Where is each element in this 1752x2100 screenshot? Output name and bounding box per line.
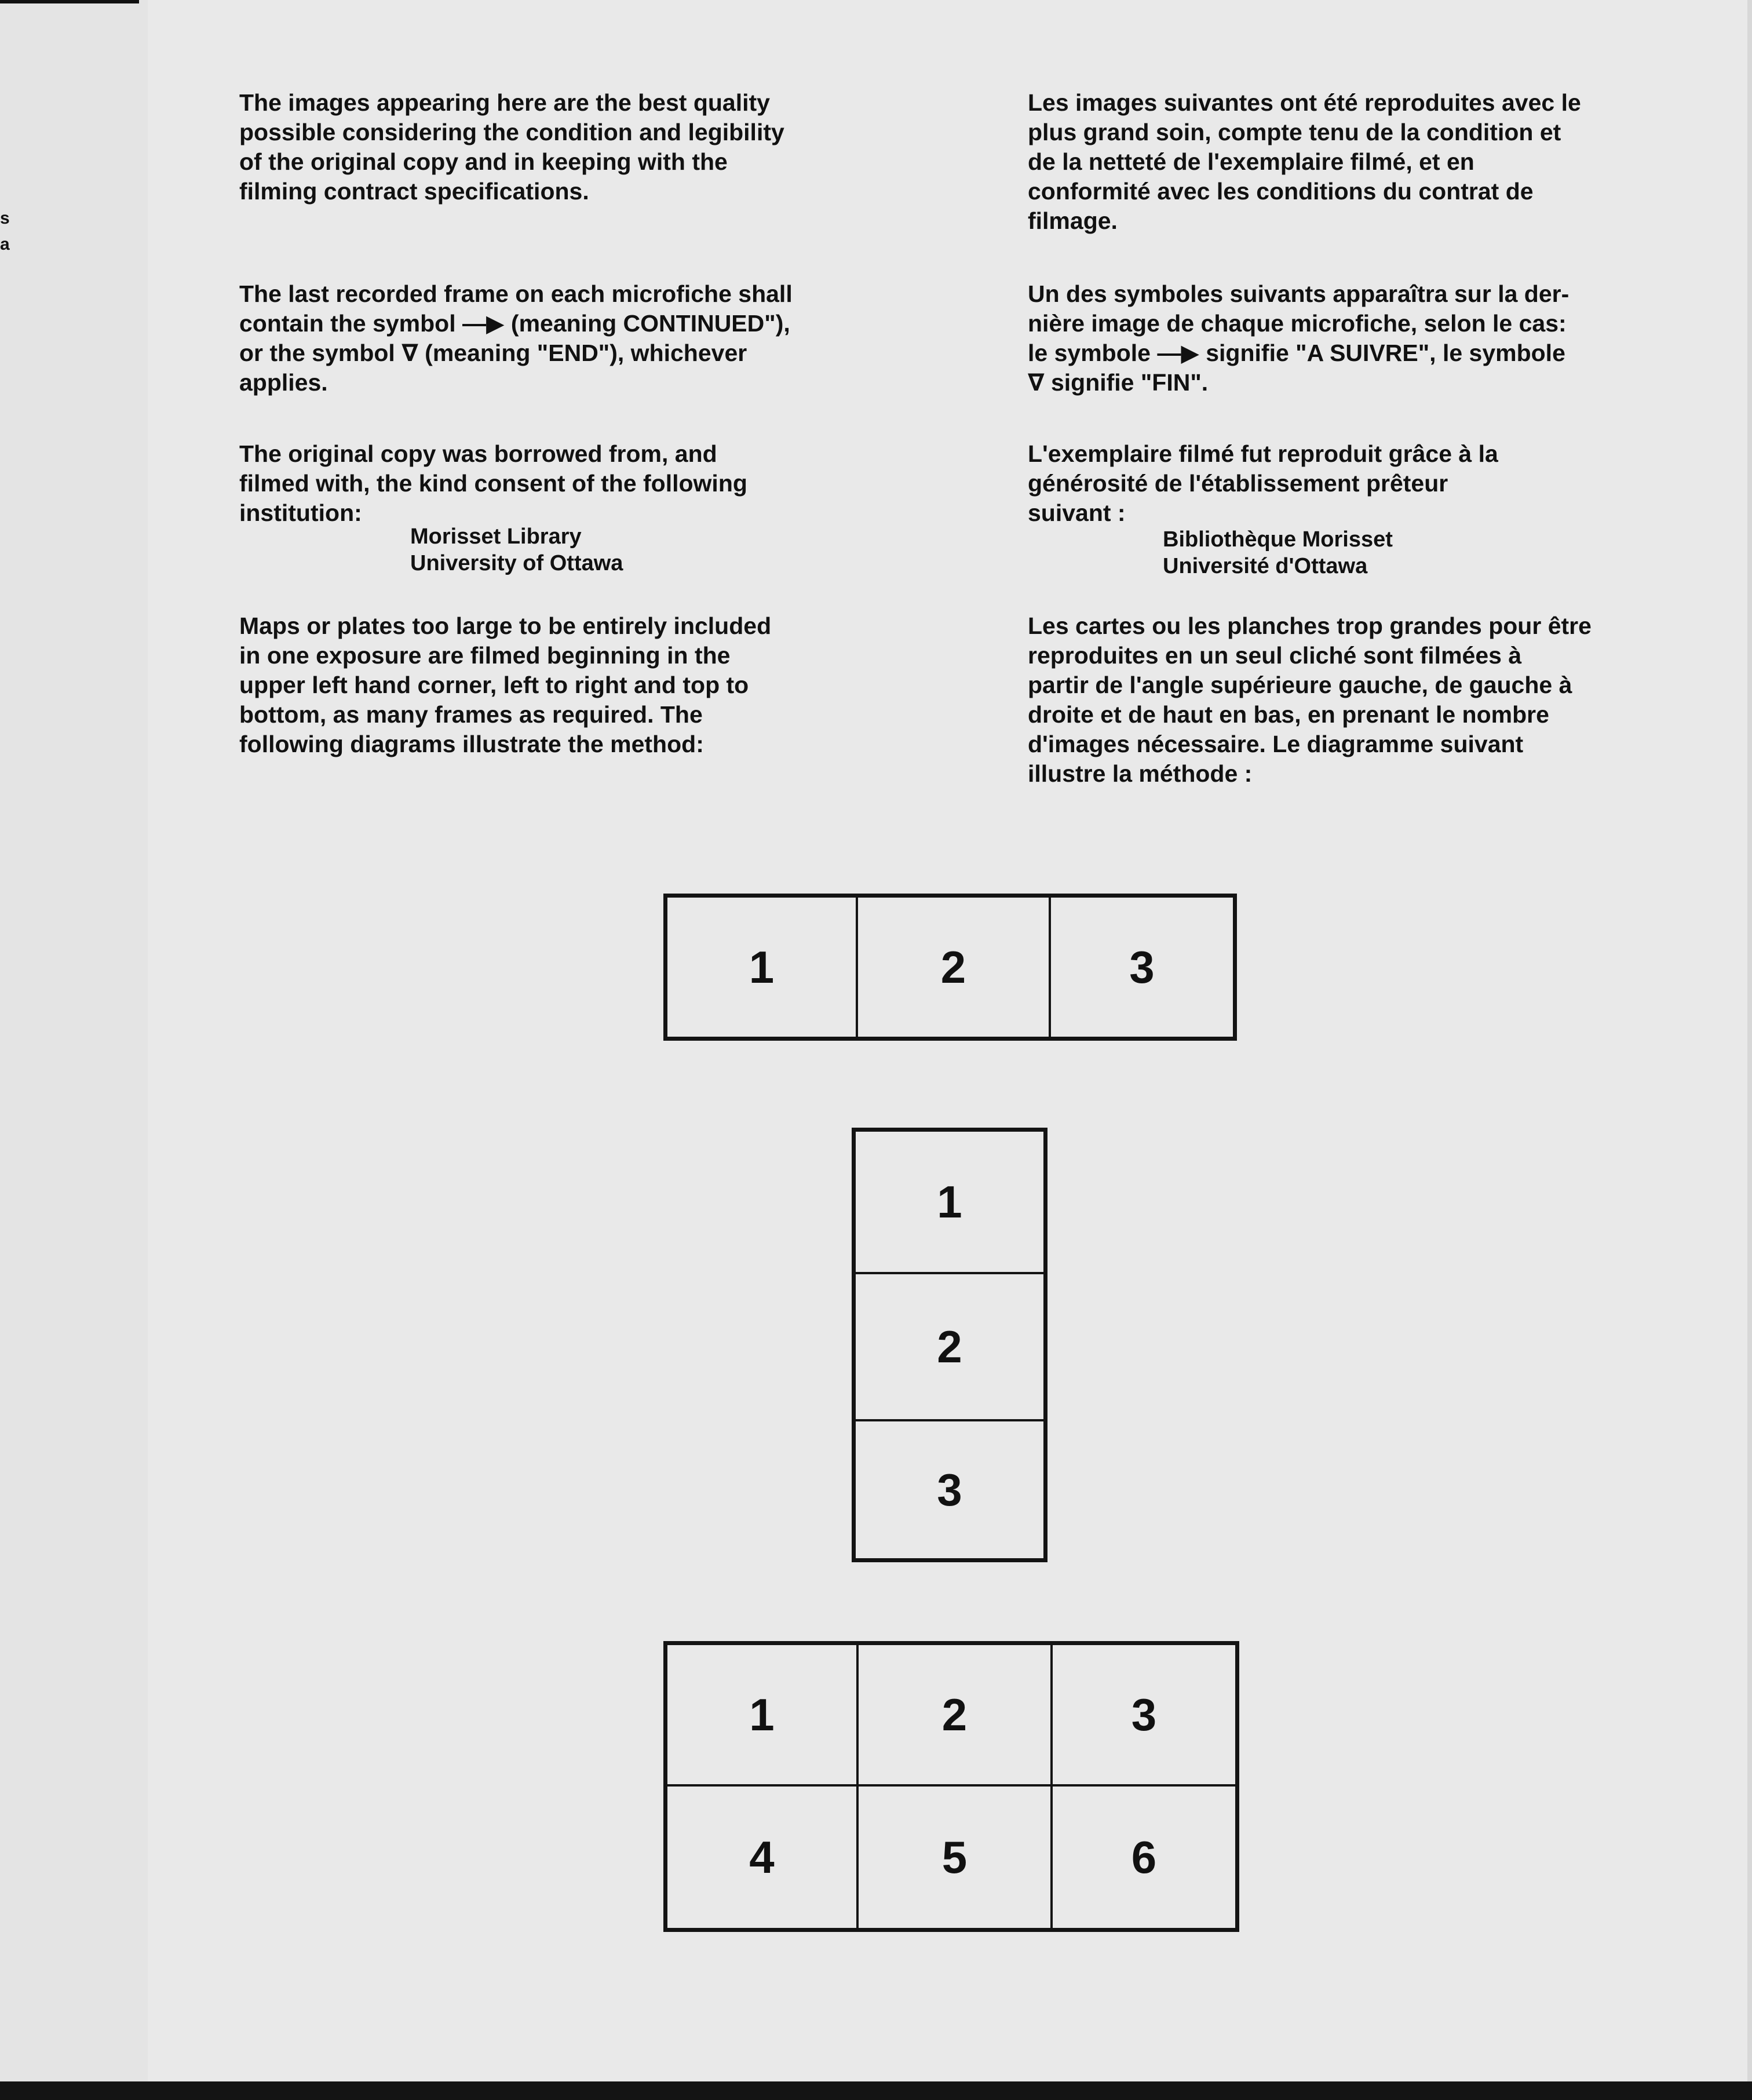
frame-cell: 3 bbox=[1049, 898, 1233, 1037]
frame-cell: 2 bbox=[856, 1272, 1043, 1419]
frame-cell: 5 bbox=[856, 1784, 1050, 1928]
strip-mark-1: s bbox=[0, 209, 10, 228]
english-paragraph-borrowed: The original copy was borrowed from, and filmed with, the kind consent of the following institution: bbox=[239, 440, 747, 526]
english-paragraph-symbols: The last recorded frame on each microfiche shall contain the symbol —▶ (meaning CONTINUED"), or the symbol ∇ (meaning "END"), whichever applies. bbox=[239, 280, 793, 396]
horizontal-frames-diagram bbox=[663, 894, 1237, 1041]
french-paragraph-borrowed: L'exemplaire filmé fut reproduit grâce à la générosité de l'établissement prêteur suivant : bbox=[1028, 440, 1498, 526]
frame-cell: 1 bbox=[749, 1689, 775, 1740]
frame-cell: 3 bbox=[856, 1419, 1043, 1558]
frame-cell: 2 bbox=[856, 1645, 1050, 1784]
previous-page-strip bbox=[0, 0, 149, 2100]
grid-frames-diagram bbox=[663, 1641, 1239, 1932]
film-edge-bar bbox=[0, 0, 139, 3]
frame-cell: 4 bbox=[667, 1784, 856, 1928]
french-paragraph-quality: Les images suivantes ont été reproduites avec le plus grand soin, compte tenu de la condition et de la netteté de l'exemplaire filmé, et en conformité avec les conditions du contrat de filmage. bbox=[1028, 89, 1581, 234]
french-institution-name: Bibliothèque Morisset Université d'Ottawa bbox=[1163, 527, 1393, 578]
frame-cell: 3 bbox=[1050, 1645, 1235, 1784]
frame-cell: 2 bbox=[856, 898, 1049, 1037]
frame-cell: 1 bbox=[749, 941, 775, 993]
frame-cell: 1 bbox=[937, 1176, 962, 1227]
vertical-frames-diagram bbox=[852, 1128, 1047, 1562]
bottom-film-edge bbox=[0, 2081, 1752, 2100]
french-paragraph-maps: Les cartes ou les planches trop grandes pour être reproduites en un seul cliché sont filmées à partir de l'angle supérieure gauche, de gauche à droite et de haut en bas, en prenant le nombre d'images nécessaire. Le diagramme suivant illustre la méthode : bbox=[1028, 612, 1592, 787]
french-paragraph-symbols: Un des symboles suivants apparaîtra sur la der- nière image de chaque microfiche, selon le cas: le symbole —▶ signifie "A SUIVRE", le symbole ∇ signifie "FIN". bbox=[1028, 280, 1570, 396]
english-paragraph-quality: The images appearing here are the best quality possible considering the condition and legibility of the original copy and in keeping with the filming contract specifications. bbox=[239, 89, 784, 205]
english-paragraph-maps: Maps or plates too large to be entirely included in one exposure are filmed beginning in the upper left hand corner, left to right and top to bottom, as many frames as required. The following diagrams illustrate the method: bbox=[239, 612, 772, 757]
strip-mark-2: a bbox=[0, 235, 10, 254]
frame-cell: 6 bbox=[1050, 1784, 1235, 1928]
english-institution-name: Morisset Library University of Ottawa bbox=[410, 524, 623, 575]
right-film-edge bbox=[1747, 0, 1752, 2100]
